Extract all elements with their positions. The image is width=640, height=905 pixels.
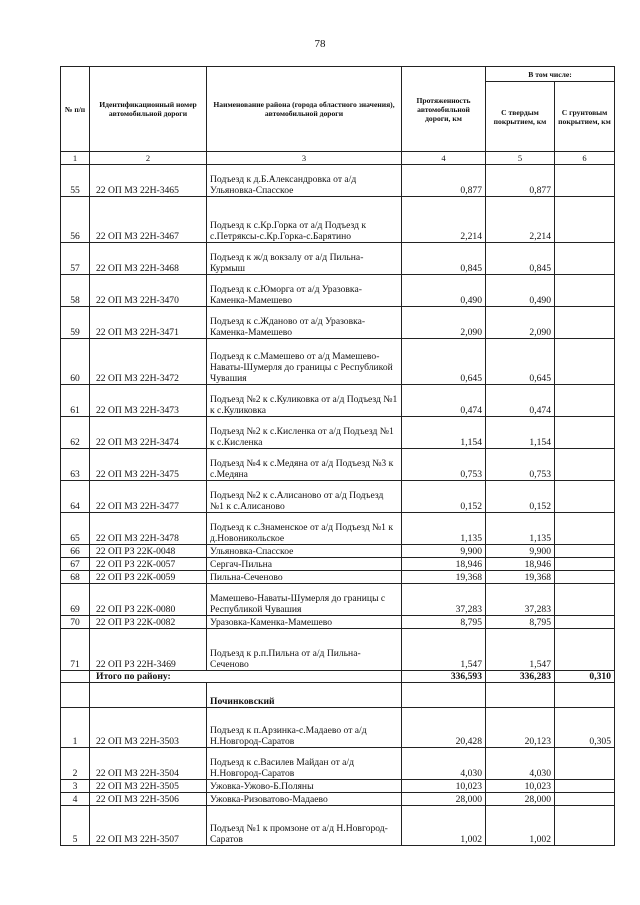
road-id: 22 ОП МЗ 22Н-3477 (90, 481, 207, 513)
road-soft-length (555, 307, 615, 339)
road-id: 22 ОП МЗ 22Н-3474 (90, 417, 207, 449)
header-col-hard: С твердым покрытием, км (486, 82, 555, 152)
table-row (61, 339, 615, 385)
table-body-district-2 (61, 708, 615, 846)
road-name: Подъезд к с.Кр.Горка от а/д Подъезд к с.Петряксы-с.Кр.Горка-с.Барятино (207, 197, 402, 243)
total-soft: 0,310 (555, 671, 615, 683)
road-length: 1,154 (402, 417, 486, 449)
road-soft-length (555, 339, 615, 385)
road-length: 0,753 (402, 449, 486, 481)
row-number: 60 (61, 339, 90, 385)
row-number: 71 (61, 629, 90, 671)
road-hard-length: 0,490 (486, 275, 555, 307)
road-name: Подъезд №2 к с.Куликовка от а/д Подъезд №1 к с.Куликовка (207, 385, 402, 417)
road-length: 19,368 (402, 571, 486, 584)
row-number: 63 (61, 449, 90, 481)
header-col-number: № п/п (61, 67, 90, 152)
row-number: 3 (61, 780, 90, 793)
row-number: 62 (61, 417, 90, 449)
column-index: 1 (61, 152, 90, 165)
road-id: 22 ОП МЗ 22Н-3478 (90, 513, 207, 545)
column-index: 3 (207, 152, 402, 165)
road-name: Подъезд к с.Знаменское от а/д Подъезд №1 к д.Новоникольское (207, 513, 402, 545)
road-id: 22 ОП МЗ 22Н-3507 (90, 806, 207, 846)
road-id: 22 ОП РЗ 22К-0059 (90, 571, 207, 584)
road-name: Подъезд к с.Мамешево от а/д Мамешево-Наваты-Шумерля до границы с Республикой Чувашия (207, 339, 402, 385)
road-name: Подъезд к с.Юморга от а/д Уразовка-Каменка-Мамешево (207, 275, 402, 307)
road-id: 22 ОП МЗ 22Н-3472 (90, 339, 207, 385)
road-length: 28,000 (402, 793, 486, 806)
road-hard-length: 0,645 (486, 339, 555, 385)
road-soft-length: 0,305 (555, 708, 615, 748)
header-col-soft: С грунтовым покрытием, км (555, 82, 615, 152)
district-name: Починковский (207, 683, 402, 708)
row-number: 70 (61, 616, 90, 629)
road-name: Подъезд к с.Василев Майдан от а/д Н.Новгород-Саратов (207, 748, 402, 780)
row-number: 4 (61, 793, 90, 806)
table-row (61, 571, 615, 584)
road-hard-length: 0,474 (486, 385, 555, 417)
road-soft-length (555, 165, 615, 197)
road-id: 22 ОП РЗ 22Н-3469 (90, 629, 207, 671)
road-soft-length (555, 243, 615, 275)
road-id: 22 ОП МЗ 22Н-3505 (90, 780, 207, 793)
column-index: 6 (555, 152, 615, 165)
road-hard-length: 1,135 (486, 513, 555, 545)
road-soft-length (555, 748, 615, 780)
road-length: 18,946 (402, 558, 486, 571)
total-label: Итого по району: (90, 671, 402, 683)
road-soft-length (555, 616, 615, 629)
table-row (61, 197, 615, 243)
table-body-district-1 (61, 165, 615, 671)
district-row (61, 683, 615, 708)
road-soft-length (555, 780, 615, 793)
column-index: 2 (90, 152, 207, 165)
table-row (61, 780, 615, 793)
road-id: 22 ОП РЗ 22К-0057 (90, 558, 207, 571)
road-id: 22 ОП МЗ 22Н-3503 (90, 708, 207, 748)
road-length: 8,795 (402, 616, 486, 629)
road-soft-length (555, 806, 615, 846)
road-hard-length: 0,877 (486, 165, 555, 197)
road-length: 0,845 (402, 243, 486, 275)
road-hard-length: 10,023 (486, 780, 555, 793)
row-number: 68 (61, 571, 90, 584)
table-row (61, 545, 615, 558)
road-hard-length: 1,002 (486, 806, 555, 846)
road-id: 22 ОП РЗ 22К-0048 (90, 545, 207, 558)
table-row (61, 616, 615, 629)
road-hard-length: 1,547 (486, 629, 555, 671)
road-name: Подъезд к ж/д вокзалу от а/д Пильна-Курмыш (207, 243, 402, 275)
road-soft-length (555, 385, 615, 417)
column-index-row (61, 152, 615, 165)
road-name: Подъезд №4 к с.Медяна от а/д Подъезд №3 к с.Медяна (207, 449, 402, 481)
table-row (61, 793, 615, 806)
road-soft-length (555, 545, 615, 558)
road-id: 22 ОП РЗ 22К-0082 (90, 616, 207, 629)
road-length: 1,002 (402, 806, 486, 846)
road-soft-length (555, 571, 615, 584)
road-soft-length (555, 275, 615, 307)
table-row (61, 307, 615, 339)
road-id: 22 ОП РЗ 22К-0080 (90, 584, 207, 616)
road-name: Подъезд №2 к с.Кисленка от а/д Подъезд №1 к с.Кисленка (207, 417, 402, 449)
row-number: 66 (61, 545, 90, 558)
road-name: Подъезд к р.п.Пильна от а/д Пильна-Сеченово (207, 629, 402, 671)
road-length: 9,900 (402, 545, 486, 558)
table-total-section (61, 671, 615, 708)
table-row (61, 748, 615, 780)
road-length: 4,030 (402, 748, 486, 780)
road-soft-length (555, 584, 615, 616)
row-number: 56 (61, 197, 90, 243)
road-length: 0,645 (402, 339, 486, 385)
table-row (61, 165, 615, 197)
road-hard-length: 0,753 (486, 449, 555, 481)
road-hard-length: 2,090 (486, 307, 555, 339)
road-name: Мамешево-Наваты-Шумерля до границы с Республикой Чувашия (207, 584, 402, 616)
road-soft-length (555, 481, 615, 513)
road-soft-length (555, 417, 615, 449)
road-length: 10,023 (402, 780, 486, 793)
road-length: 0,152 (402, 481, 486, 513)
road-length: 37,283 (402, 584, 486, 616)
road-name: Ужовка-Ужово-Б.Поляны (207, 780, 402, 793)
road-name: Уразовка-Каменка-Мамешево (207, 616, 402, 629)
column-index: 5 (486, 152, 555, 165)
road-hard-length: 2,214 (486, 197, 555, 243)
road-id: 22 ОП МЗ 22Н-3468 (90, 243, 207, 275)
row-number: 55 (61, 165, 90, 197)
header-col-id: Идентификационный номер автомобильной дороги (90, 67, 207, 152)
table-row (61, 708, 615, 748)
road-soft-length (555, 793, 615, 806)
table-row (61, 243, 615, 275)
header-col-length: Протяженность автомобильной дороги, км (402, 67, 486, 152)
road-hard-length: 0,845 (486, 243, 555, 275)
table-row (61, 481, 615, 513)
road-hard-length: 37,283 (486, 584, 555, 616)
table-row (61, 275, 615, 307)
road-soft-length (555, 629, 615, 671)
road-length: 1,547 (402, 629, 486, 671)
road-hard-length: 20,123 (486, 708, 555, 748)
road-name: Подъезд к с.Жданово от а/д Уразовка-Каменка-Мамешево (207, 307, 402, 339)
road-length: 1,135 (402, 513, 486, 545)
road-length: 2,090 (402, 307, 486, 339)
table-row (61, 629, 615, 671)
row-number: 64 (61, 481, 90, 513)
road-name: Подъезд №2 к с.Алисаново от а/д Подъезд №1 к с.Алисаново (207, 481, 402, 513)
road-hard-length: 8,795 (486, 616, 555, 629)
road-id: 22 ОП МЗ 22Н-3506 (90, 793, 207, 806)
road-hard-length: 4,030 (486, 748, 555, 780)
road-id: 22 ОП МЗ 22Н-3465 (90, 165, 207, 197)
table-row (61, 449, 615, 481)
header-col-name: Наименование района (города областного значения), автомобильной дороги (207, 67, 402, 152)
header-group-including: В том числе: (486, 67, 615, 82)
road-length: 2,214 (402, 197, 486, 243)
road-id: 22 ОП МЗ 22Н-3471 (90, 307, 207, 339)
page-number: 78 (314, 38, 326, 50)
row-number: 58 (61, 275, 90, 307)
table-row (61, 513, 615, 545)
row-number: 2 (61, 748, 90, 780)
road-length: 0,877 (402, 165, 486, 197)
road-name: Подъезд к п.Арзинка-с.Мадаево от а/д Н.Новгород-Саратов (207, 708, 402, 748)
road-id: 22 ОП МЗ 22Н-3504 (90, 748, 207, 780)
table-row (61, 806, 615, 846)
row-number: 57 (61, 243, 90, 275)
road-name: Сергач-Пильна (207, 558, 402, 571)
row-number: 65 (61, 513, 90, 545)
table-header (61, 67, 615, 165)
road-hard-length: 18,946 (486, 558, 555, 571)
road-name: Ульяновка-Спасское (207, 545, 402, 558)
total-row (61, 671, 615, 683)
road-id: 22 ОП МЗ 22Н-3473 (90, 385, 207, 417)
row-number: 59 (61, 307, 90, 339)
row-number: 1 (61, 708, 90, 748)
road-id: 22 ОП МЗ 22Н-3467 (90, 197, 207, 243)
road-length: 0,490 (402, 275, 486, 307)
road-soft-length (555, 558, 615, 571)
row-number: 69 (61, 584, 90, 616)
row-number: 61 (61, 385, 90, 417)
column-index: 4 (402, 152, 486, 165)
row-number: 67 (61, 558, 90, 571)
road-hard-length: 0,152 (486, 481, 555, 513)
road-name: Пильна-Сеченово (207, 571, 402, 584)
road-soft-length (555, 449, 615, 481)
road-name: Ужовка-Ризоватово-Мадаево (207, 793, 402, 806)
roads-table (60, 66, 615, 846)
row-number: 5 (61, 806, 90, 846)
road-length: 0,474 (402, 385, 486, 417)
road-hard-length: 1,154 (486, 417, 555, 449)
road-soft-length (555, 197, 615, 243)
road-id: 22 ОП МЗ 22Н-3475 (90, 449, 207, 481)
road-name: Подъезд к д.Б.Александровка от а/д Ульяновка-Спасское (207, 165, 402, 197)
table-row (61, 385, 615, 417)
total-hard: 336,283 (486, 671, 555, 683)
road-hard-length: 28,000 (486, 793, 555, 806)
table-row (61, 558, 615, 571)
road-length: 20,428 (402, 708, 486, 748)
road-id: 22 ОП МЗ 22Н-3470 (90, 275, 207, 307)
road-hard-length: 19,368 (486, 571, 555, 584)
table-row (61, 417, 615, 449)
road-hard-length: 9,900 (486, 545, 555, 558)
road-name: Подъезд №1 к промзоне от а/д Н.Новгород-Саратов (207, 806, 402, 846)
total-length: 336,593 (402, 671, 486, 683)
road-soft-length (555, 513, 615, 545)
table-row (61, 584, 615, 616)
